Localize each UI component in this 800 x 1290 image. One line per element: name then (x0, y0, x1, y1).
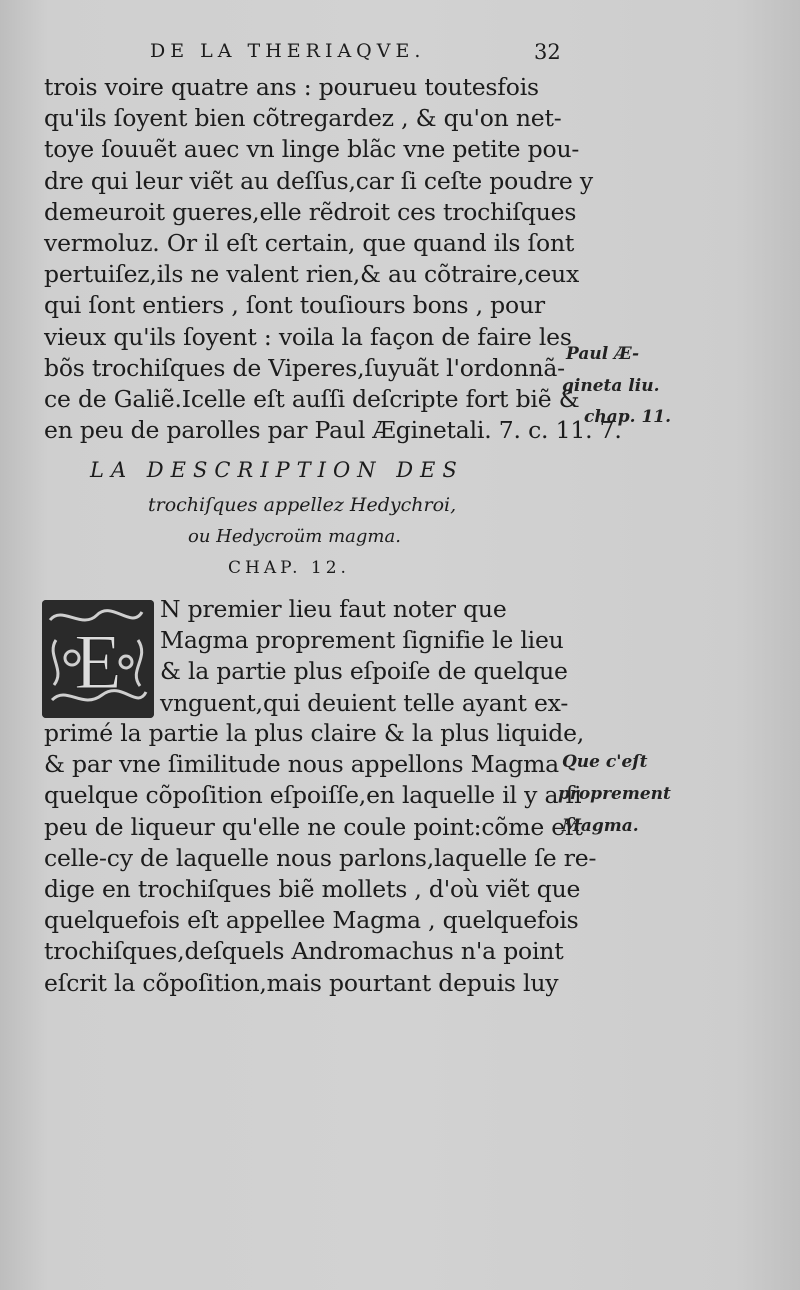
dropcap-letter: E (74, 618, 122, 705)
text-line: quelque cõpoſition eſpoiſſe,en laquelle il y a ſi (44, 781, 582, 810)
text-line: qui ſont entiers , ſont touſiours bons , pour (44, 291, 545, 320)
text-line: eſcrit la cõpoſition,mais pourtant depuis luy (44, 968, 559, 997)
text-line: & la partie plus eſpoiſe de quelque (160, 657, 568, 686)
text-line: bõs trochiſques de Viperes,ſuyuãt l'ordonnã- (44, 353, 565, 382)
text-line: dre qui leur viẽt au deſſus,car ſi ceſte poudre y (44, 166, 593, 195)
text-line: celle-cy de laquelle nous parlons,laquelle ſe re- (44, 843, 597, 872)
chapter-subtitle: ou Hedycroüm magma. (188, 526, 401, 547)
margin-note: chap. 11. (584, 407, 672, 427)
margin-note: gineta liu. (562, 376, 660, 396)
chapter-label: CHAP. 12. (228, 558, 350, 578)
text-line: demeuroit gueres,elle rẽdroit ces trochiſques (44, 197, 577, 226)
text-line: N premier lieu faut noter que (160, 595, 507, 623)
chapter-subtitle: trochiſques appellez Hedychroi, (148, 494, 457, 516)
margin-note: Magma. (562, 816, 639, 836)
text-line: trochiſques,deſquels Andromachus n'a point (44, 937, 564, 966)
margin-note: Paul Æ- (566, 344, 640, 364)
text-block-beside-initial (160, 594, 568, 719)
text-line: peu de liqueur qu'elle ne coule point:cõme eſt (44, 812, 583, 841)
text-line: primé la partie la plus claire & la plus liquide, (44, 719, 585, 747)
text-line: Magma proprement ſignifie le lieu (160, 626, 564, 655)
text-line: vieux qu'ils ſoyent : voila la façon de faire les (44, 322, 572, 351)
text-line: & par vne ſimilitude nous appellons Magma (44, 750, 559, 779)
margin-note: Que c'eſt (562, 752, 648, 772)
text-line: qu'ils ſoyent bien cõtregardez , & qu'on net- (44, 104, 562, 133)
text-line: vermoluz. Or il eſt certain, que quand ils ſont (44, 228, 575, 257)
page-number: 32 (534, 40, 561, 64)
text-line: ce de Galiẽ.Icelle eſt auſſi deſcripte fort biẽ & (44, 384, 580, 413)
running-head: DE LA THERIAQVE. (150, 40, 426, 62)
text-line: toye ſouuẽt auec vn linge blãc vne petite pou- (44, 135, 580, 164)
text-line: trois voire quatre ans : pourueu toutesfois (44, 73, 539, 101)
decorated-initial (42, 600, 154, 718)
text-block-bottom (44, 718, 596, 999)
text-line: vnguent,qui deuient telle ayant ex- (160, 688, 569, 717)
text-line: en peu de parolles par Paul Æginetali. 7. c. 11. 7. (44, 416, 622, 445)
chapter-title: LA DESCRIPTION DES (90, 458, 464, 482)
text-line: dige en trochiſques biẽ mollets , d'où viẽt que (44, 874, 581, 903)
margin-note: proprement (558, 784, 671, 804)
text-line: quelquefois eſt appellee Magma , quelquefois (44, 906, 579, 935)
text-line: pertuiſez,ils ne valent rien,& au cõtraire,ceux (44, 260, 580, 289)
